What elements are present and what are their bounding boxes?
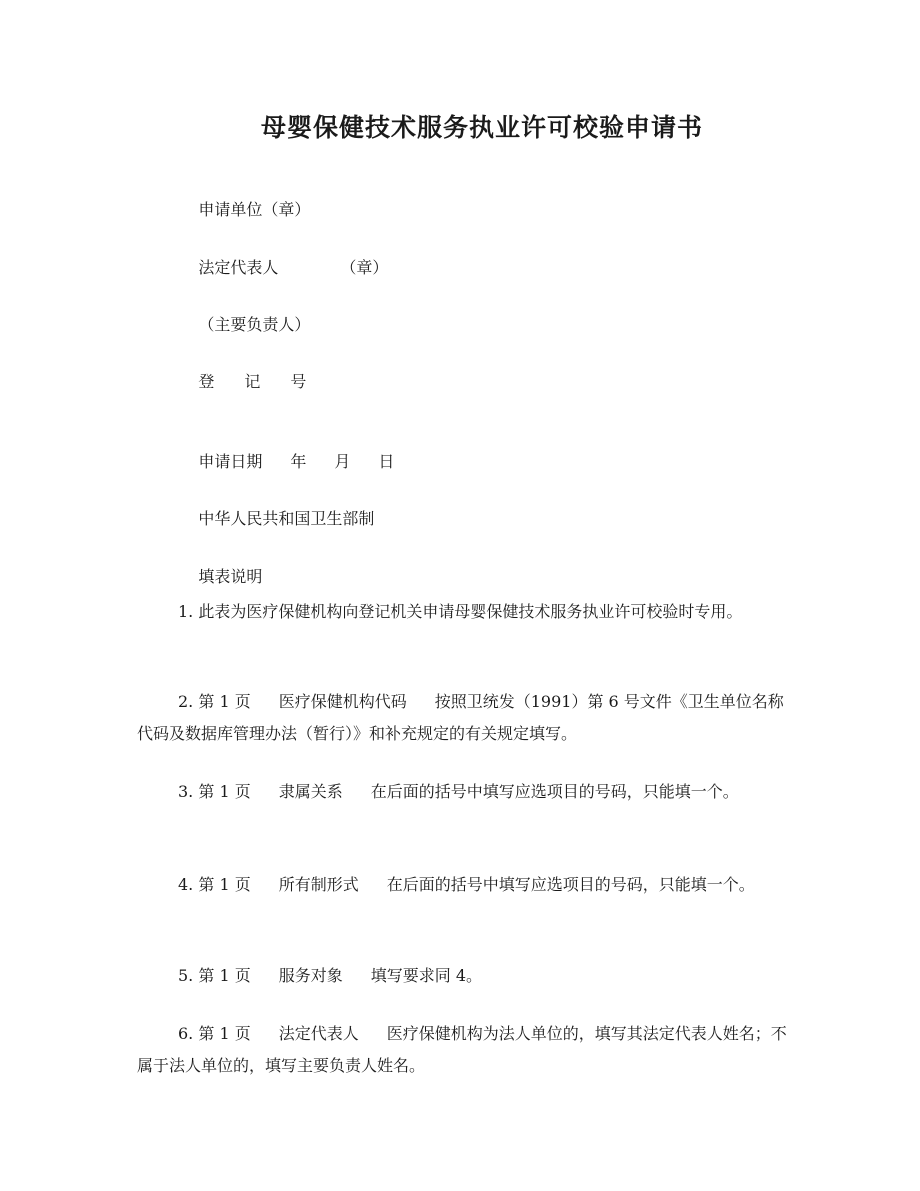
issuer-text: 中华人民共和国卫生部制 [198, 509, 375, 528]
date-year: 年 [290, 452, 307, 471]
date-label: 申请日期 [198, 452, 263, 471]
instruction-number: 1. [178, 602, 194, 621]
instruction-text: 在后面的括号中填写应选项目的号码，只能填一个。 [386, 875, 755, 894]
date-field [178, 430, 394, 491]
instruction-text: 此表为医疗保健机构向登记机关申请母婴保健技术服务执业许可校验时专用。 [198, 602, 743, 621]
instruction-page: 第 1 页 [198, 782, 251, 801]
instruction-page: 第 1 页 [198, 966, 251, 985]
instruction-text: 按照卫统发（1991）第 6 号文件《卫生单位名称代码及数据库管理办法（暂行）》和补充规定的有关规定填写。 [137, 692, 784, 743]
instruction-field: 医疗保健机构代码 [278, 692, 407, 711]
instruction-text: 医疗保健机构为法人单位的，填写其法定代表人姓名；不属于法人单位的，填写主要负责人姓名。 [137, 1024, 787, 1075]
instruction-page: 第 1 页 [198, 875, 251, 894]
reg-label-char-3: 号 [290, 372, 307, 391]
instruction-item-1 [137, 596, 787, 628]
instruction-field: 隶属关系 [278, 782, 343, 801]
instruction-item-4 [137, 869, 787, 901]
instruction-item-3 [137, 776, 787, 808]
instruction-number: 6. [178, 1024, 194, 1043]
instruction-field: 所有制形式 [278, 875, 359, 894]
principal-field [178, 293, 310, 354]
reg-label-char-1: 登 [198, 372, 215, 391]
instruction-page: 第 1 页 [198, 1024, 251, 1043]
instruction-field: 服务对象 [278, 966, 343, 985]
legal-rep-seal: （章） [340, 258, 389, 277]
date-month: 月 [334, 452, 351, 471]
instruction-number: 2. [178, 692, 194, 711]
document-title: 母婴保健技术服务执业许可校验申请书 [260, 113, 703, 142]
date-day: 日 [378, 452, 395, 471]
instruction-text: 填写要求同 4。 [370, 966, 483, 985]
legal-rep-field [178, 236, 388, 297]
instruction-item-6 [137, 1018, 787, 1082]
instruction-item-2 [137, 686, 787, 750]
instruction-field: 法定代表人 [278, 1024, 359, 1043]
instruction-page: 第 1 页 [198, 692, 251, 711]
instruction-item-5 [137, 960, 787, 992]
principal-label: （主要负责人） [198, 315, 311, 334]
instruction-text: 在后面的括号中填写应选项目的号码，只能填一个。 [370, 782, 739, 801]
legal-rep-label: 法定代表人 [198, 258, 279, 277]
reg-label-char-2: 记 [244, 372, 261, 391]
registration-number-field [178, 350, 306, 411]
instruction-number: 5. [178, 966, 194, 985]
instruction-number: 3. [178, 782, 194, 801]
issuer-line [178, 487, 374, 548]
instructions-heading-text: 填表说明 [198, 567, 263, 586]
instruction-number: 4. [178, 875, 194, 894]
applicant-label: 申请单位（章） [198, 200, 311, 219]
applicant-field [178, 178, 310, 239]
